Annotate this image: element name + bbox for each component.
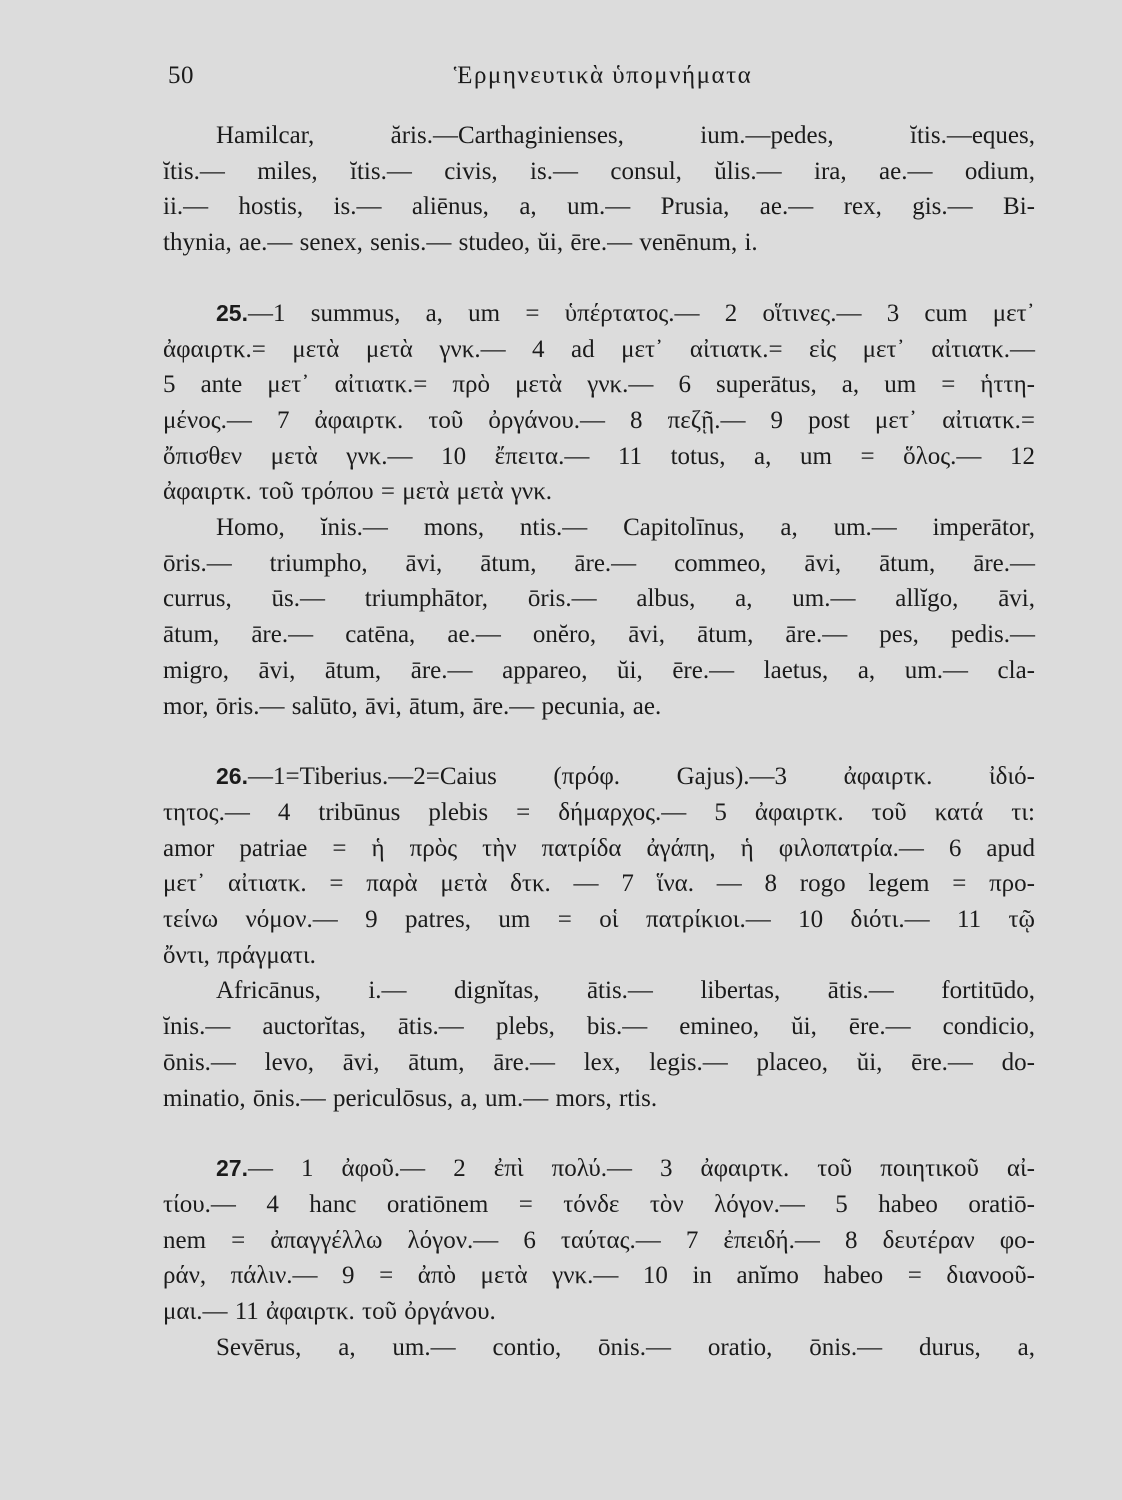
line-text: amor patriae = ἡ πρὸς τὴν πατρίδα ἀγάπη, ἡ φιλοπατρία.— 6 apud bbox=[163, 834, 1035, 862]
vocabulary-paragraph bbox=[163, 1330, 1035, 1366]
text-line bbox=[163, 332, 1035, 368]
page-number: 50 bbox=[168, 62, 194, 89]
text-line bbox=[163, 367, 1035, 403]
notes-paragraph bbox=[163, 1151, 1035, 1330]
text-line bbox=[163, 866, 1035, 902]
text-line bbox=[163, 795, 1035, 831]
line-text: ōris.— triumpho, āvi, ātum, āre.— commeo, āvi, ātum, āre.— bbox=[163, 549, 1035, 577]
text-line bbox=[163, 1223, 1035, 1259]
line-text: ἀφαιρτκ. τοῦ τρόπου = μετὰ μετὰ γνκ. bbox=[163, 478, 553, 506]
vocabulary-paragraph bbox=[163, 973, 1035, 1116]
line-text: 5 ante μετ᾽ αἰτιατκ.= πρὸ μετὰ γνκ.— 6 superātus, a, um = ἡττη- bbox=[163, 371, 1035, 399]
line-text: ii.— hostis, is.— aliēnus, a, um.— Prusia, ae.— rex, gis.— Bi- bbox=[163, 193, 1035, 221]
text-line bbox=[163, 1258, 1035, 1294]
text-line bbox=[163, 189, 1035, 225]
line-text: ĭtis.— miles, ĭtis.— civis, is.— consul, ŭlis.— ira, ae.— odium, bbox=[163, 157, 1035, 185]
line-text: currus, ūs.— triumphātor, ōris.— albus, a, um.— allĭgo, āvi, bbox=[163, 585, 1035, 613]
text-line bbox=[163, 1009, 1035, 1045]
text-line bbox=[163, 831, 1035, 867]
line-text: —1 summus, a, um = ὑπέρτατος.— 2 οἵτινες.— 3 cum μετ᾽ bbox=[247, 299, 1035, 327]
text-line bbox=[163, 902, 1035, 938]
line-text: ὄντι, πράγματι. bbox=[163, 941, 316, 969]
text-line bbox=[163, 225, 1035, 261]
line-text: μένος.— 7 ἀφαιρτκ. τοῦ ὀργάνου.— 8 πεζῇ.— 9 post μετ᾽ αἰτιατκ.= bbox=[163, 406, 1035, 434]
line-text: — 1 ἀφοῦ.— 2 ἐπὶ πολύ.— 3 ἀφαιρτκ. τοῦ ποιητικοῦ αἰ- bbox=[247, 1155, 1035, 1183]
text-line bbox=[163, 759, 1035, 795]
line-text: minatio, ōnis.— periculōsus, a, um.— mors, rtis. bbox=[163, 1084, 658, 1112]
line-text: thynia, ae.— senex, senis.— studeo, ŭi, ēre.— venēnum, i. bbox=[163, 229, 758, 257]
line-text: ἀφαιρτκ.= μετὰ μετὰ γνκ.— 4 ad μετ᾽ αἰτιατκ.= εἰς μετ᾽ αἰτιατκ.— bbox=[163, 335, 1035, 363]
text-line bbox=[163, 938, 1035, 974]
vocabulary-paragraph bbox=[163, 118, 1035, 261]
line-text: μετ᾽ αἰτιατκ. = παρὰ μετὰ δτκ. — 7 ἵνα. — 8 rogo legem = προ- bbox=[163, 870, 1035, 898]
vocabulary-paragraph bbox=[163, 510, 1035, 724]
section-number: 26. bbox=[216, 763, 248, 790]
text-line bbox=[163, 403, 1035, 439]
line-text: Sevērus, a, um.— contio, ōnis.— oratio, ōnis.— durus, a, bbox=[216, 1333, 1035, 1361]
text-line bbox=[163, 1330, 1035, 1366]
text-line bbox=[163, 510, 1035, 546]
page-body bbox=[163, 118, 1035, 1366]
paragraph-gap bbox=[163, 724, 1035, 759]
text-line bbox=[163, 1187, 1035, 1223]
text-line bbox=[163, 973, 1035, 1009]
text-line bbox=[163, 1151, 1035, 1187]
line-text: ōnis.— levo, āvi, ātum, āre.— lex, legis.— placeo, ŭi, ēre.— do- bbox=[163, 1048, 1035, 1076]
text-line bbox=[163, 1045, 1035, 1081]
section-number: 27. bbox=[216, 1155, 248, 1182]
line-text: —1=Tiberius.—2=Caius (πρόφ. Gajus).—3 ἀφαιρτκ. ἰδιό- bbox=[247, 763, 1035, 791]
line-text: ράν, πάλιν.— 9 = ἀπὸ μετὰ γνκ.— 10 in anĭmo habeo = διανοοῦ- bbox=[163, 1262, 1035, 1290]
section-number: 25. bbox=[216, 299, 248, 326]
text-line bbox=[163, 1081, 1035, 1117]
text-line bbox=[163, 653, 1035, 689]
text-line bbox=[163, 581, 1035, 617]
text-line bbox=[163, 546, 1035, 582]
line-text: nem = ἀπαγγέλλω λόγον.— 6 ταύτας.— 7 ἐπειδή.— 8 δευτέραν φο- bbox=[163, 1226, 1035, 1254]
running-title: Ἑρμηνευτικὰ ὑπομνήματα bbox=[453, 62, 753, 89]
text-line bbox=[163, 617, 1035, 653]
line-text: τητος.— 4 tribūnus plebis = δήμαρχος.— 5 ἀφαιρτκ. τοῦ κατά τι: bbox=[163, 798, 1035, 826]
line-text: Homo, ĭnis.— mons, ntis.— Capitolīnus, a, um.— imperātor, bbox=[216, 514, 1035, 542]
line-text: ātum, āre.— catēna, ae.— onĕro, āvi, ātum, āre.— pes, pedis.— bbox=[163, 621, 1035, 649]
text-line bbox=[163, 689, 1035, 725]
line-text: τίου.— 4 hanc oratiōnem = τόνδε τὸν λόγον.— 5 habeo oratiō- bbox=[163, 1190, 1035, 1218]
text-line bbox=[163, 118, 1035, 154]
line-text: ὄπισθεν μετὰ γνκ.— 10 ἔπειτα.— 11 totus, a, um = ὅλος.— 12 bbox=[163, 442, 1035, 470]
line-text: τείνω νόμον.— 9 patres, um = οἱ πατρίκιοι.— 10 διότι.— 11 τῷ bbox=[163, 906, 1035, 934]
text-line bbox=[163, 439, 1035, 475]
text-line bbox=[163, 1294, 1035, 1330]
paragraph-gap bbox=[163, 261, 1035, 296]
line-text: μαι.— 11 ἀφαιρτκ. τοῦ ὀργάνου. bbox=[163, 1298, 496, 1326]
text-line bbox=[163, 474, 1035, 510]
paragraph-gap bbox=[163, 1116, 1035, 1151]
page-header bbox=[168, 62, 1038, 102]
line-text: ĭnis.— auctorĭtas, ātis.— plebs, bis.— emineo, ŭi, ēre.— condicio, bbox=[163, 1013, 1035, 1041]
notes-paragraph bbox=[163, 759, 1035, 973]
line-text: migro, āvi, ātum, āre.— appareo, ŭi, ēre.— laetus, a, um.— cla- bbox=[163, 656, 1035, 684]
line-text: Africānus, i.— dignĭtas, ātis.— libertas, ātis.— fortitūdo, bbox=[216, 977, 1035, 1005]
line-text: Hamilcar, ăris.—Carthaginienses, ium.—pedes, ĭtis.—eques, bbox=[216, 122, 1035, 149]
notes-paragraph bbox=[163, 296, 1035, 510]
text-line bbox=[163, 296, 1035, 332]
line-text: mor, ōris.— salūto, āvi, ātum, āre.— pecunia, ae. bbox=[163, 692, 662, 720]
text-line bbox=[163, 154, 1035, 190]
